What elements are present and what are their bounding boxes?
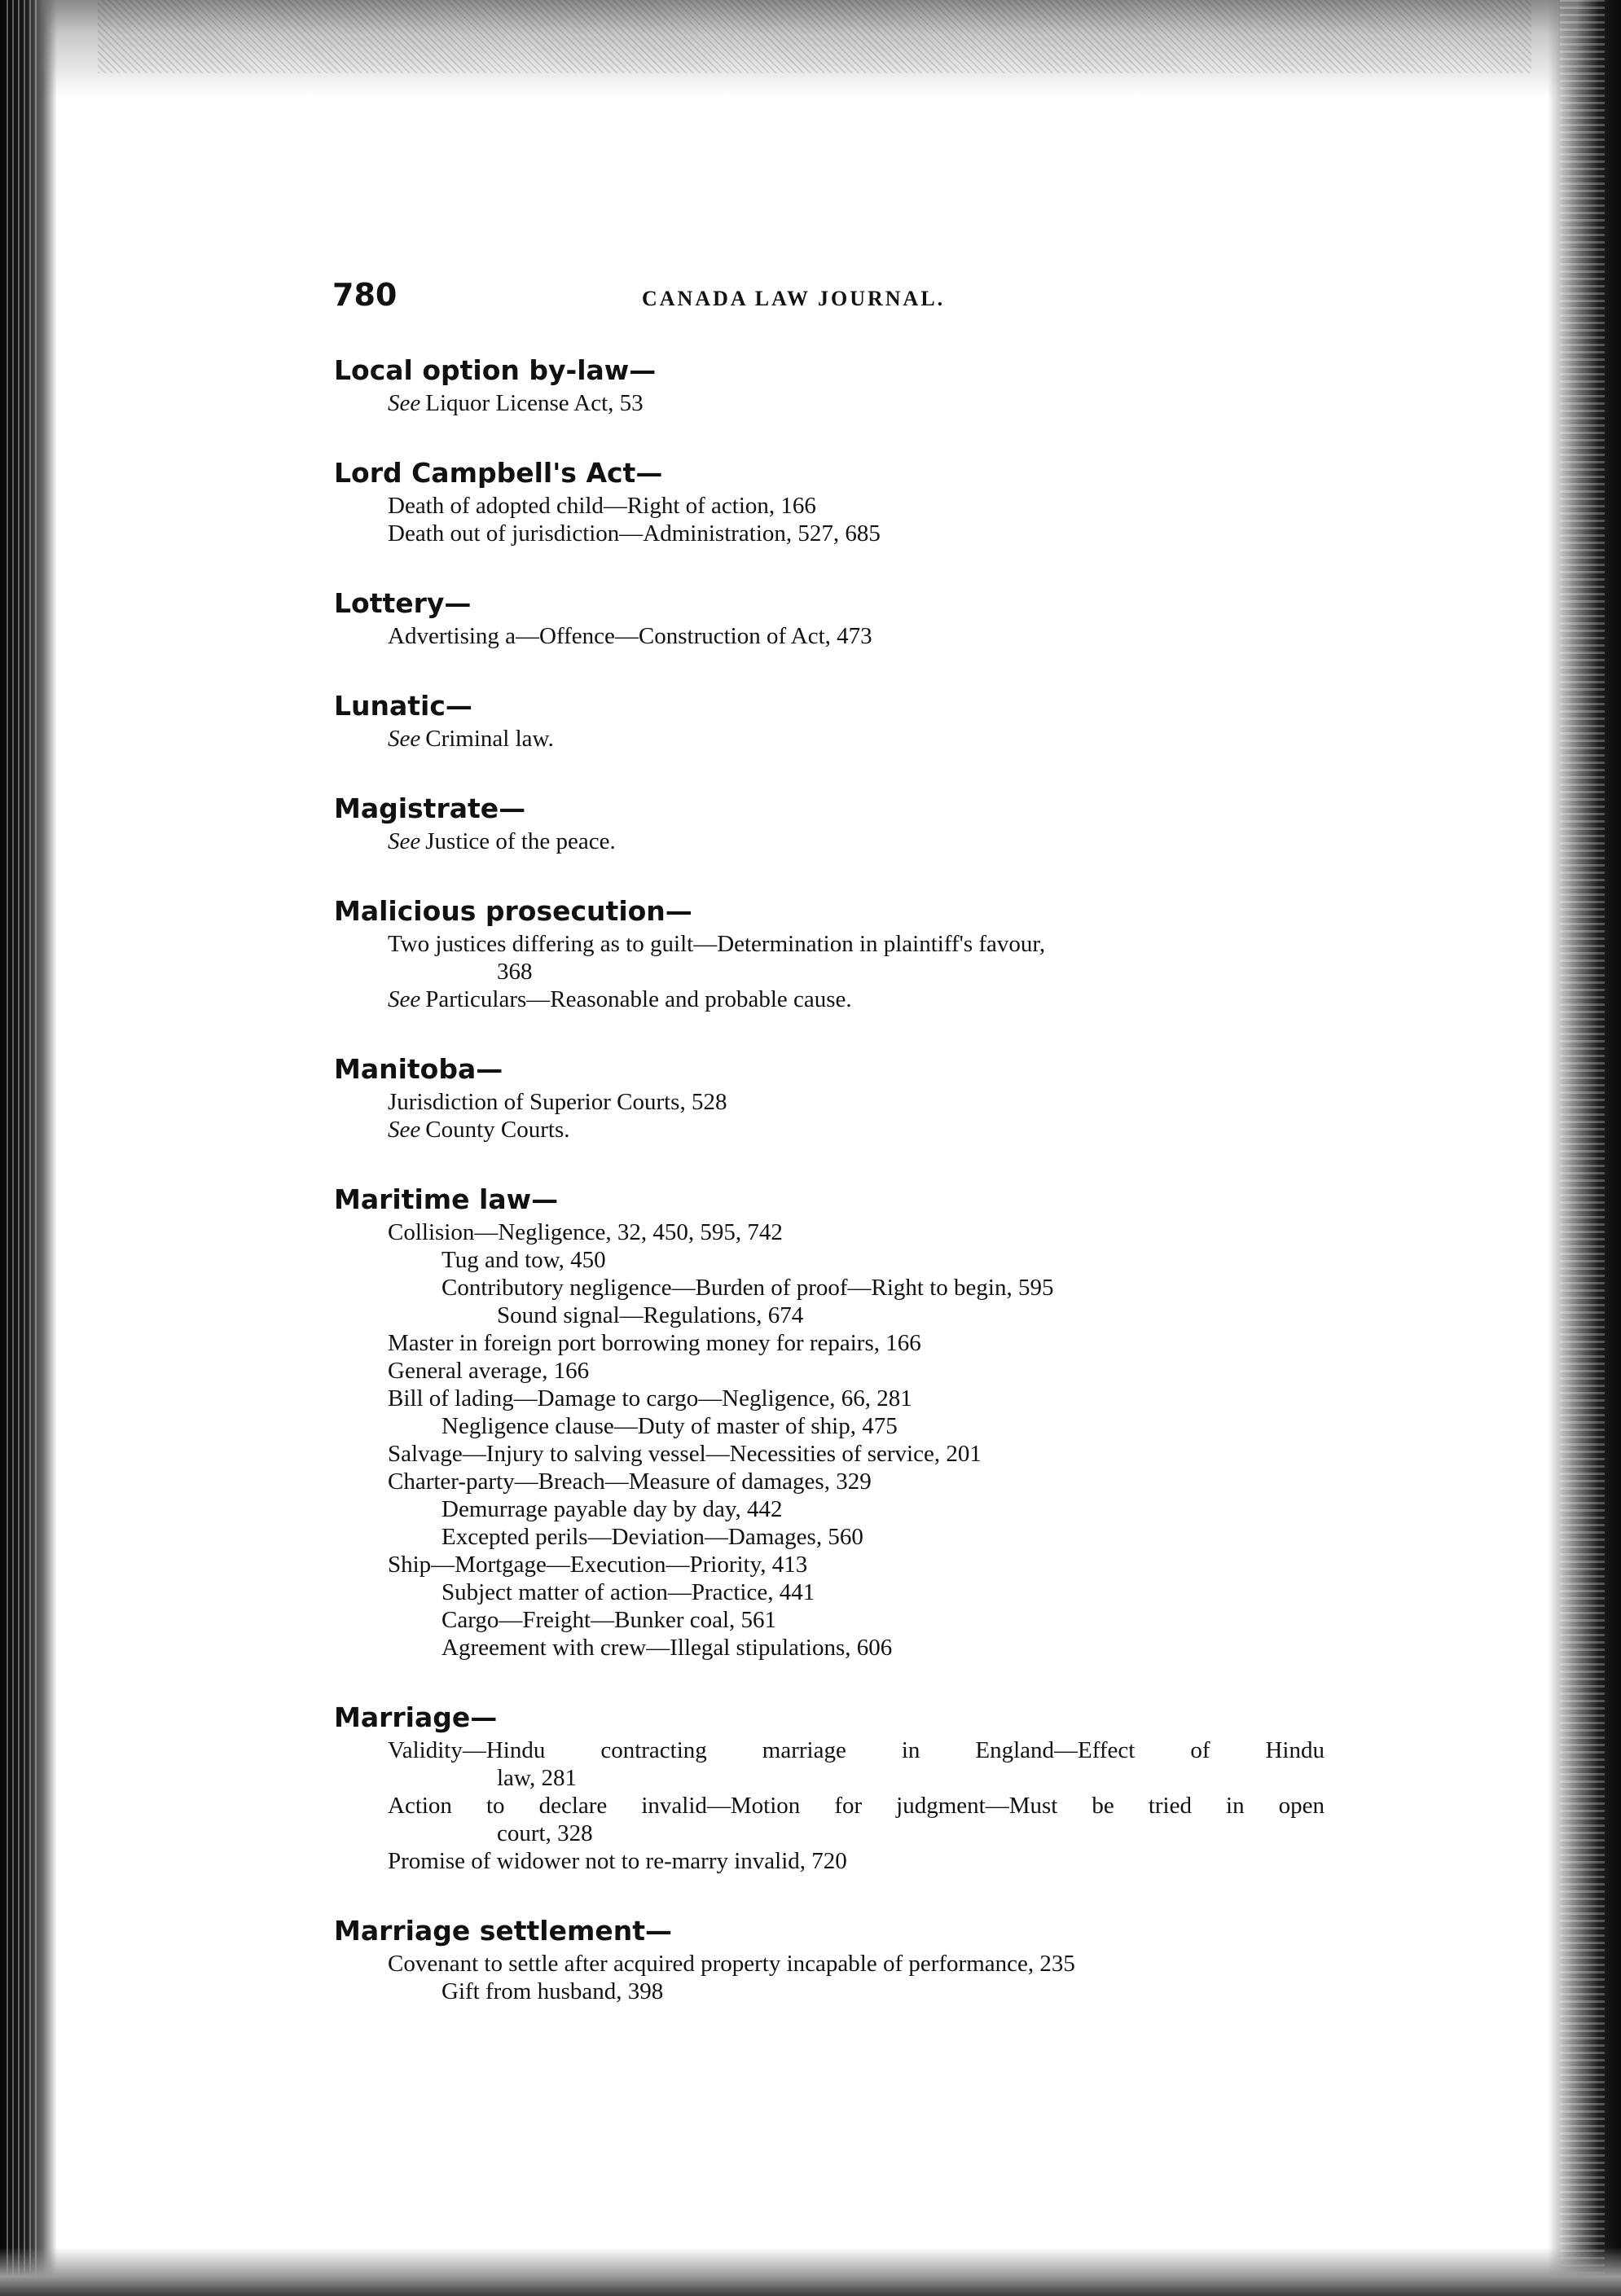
entry-text: Covenant to settle after acquired property incapable of performance, 235: [388, 1951, 1075, 1977]
entry-line: [334, 492, 1328, 520]
entry-line: [334, 1468, 1328, 1495]
entry-heading: Maritime law—: [334, 1183, 559, 1215]
index-entries: [334, 352, 1328, 2043]
entry-text: Ship—Mortgage—Execution—Priority, 413: [388, 1552, 808, 1578]
entry-line: [334, 1440, 1328, 1468]
entry-text: Advertising a—Offence—Construction of Act, 473: [388, 623, 872, 649]
running-head: [332, 277, 1359, 318]
entry-line: [334, 1978, 1328, 2005]
entry-heading: Lord Campbell's Act—: [334, 457, 663, 489]
index-entry: [334, 1699, 1328, 1875]
journal-title: CANADA LAW JOURNAL.: [642, 287, 946, 310]
entry-text: Particulars—Reasonable and probable cause.: [425, 986, 852, 1012]
entry-line: [334, 1792, 1324, 1820]
entry-text: Excepted perils—Deviation—Damages, 560: [441, 1524, 863, 1550]
entry-text: General average, 166: [388, 1358, 590, 1384]
entry-text: Charter-party—Breach—Measure of damages, 329: [388, 1468, 872, 1495]
entry-line: [334, 1218, 1328, 1246]
entry-heading: Lottery—: [334, 587, 472, 619]
entry-text: Two justices differing as to guilt—Determination in plaintiff's favour,: [388, 931, 1046, 957]
entry-line: [334, 1385, 1328, 1412]
entry-line: [334, 1950, 1328, 1978]
index-entry: [334, 1051, 1328, 1144]
entry-line: [334, 622, 1328, 650]
entry-text: Action to declare invalid—Motion for judgment—Must be tried in open: [388, 1793, 1324, 1819]
entry-line: [334, 389, 1328, 417]
entry-line: [334, 1736, 1324, 1764]
index-entry: [334, 1181, 1328, 1662]
entry-text: Liquor License Act, 53: [425, 390, 644, 416]
entry-line: [334, 1495, 1328, 1523]
entry-line: [334, 1412, 1328, 1440]
entry-heading: Malicious prosecution—: [334, 895, 692, 927]
see-reference: See: [388, 828, 421, 854]
see-reference: See: [388, 1117, 421, 1143]
entry-line: [334, 1274, 1328, 1302]
entry-line: [334, 1551, 1328, 1578]
entry-line: [334, 1634, 1328, 1662]
entry-text: Collision—Negligence, 32, 450, 595, 742: [388, 1219, 783, 1245]
entry-text: Justice of the peace.: [425, 828, 616, 854]
see-reference: See: [388, 986, 421, 1012]
entry-line: [334, 986, 1328, 1013]
entry-continuation: law, 281: [497, 1765, 577, 1791]
entry-line: [334, 930, 1328, 958]
entry-line: [334, 1116, 1328, 1144]
entry-text: Salvage—Injury to salving vessel—Necessities of service, 201: [388, 1441, 982, 1467]
entry-text: Tug and tow, 450: [441, 1247, 606, 1273]
entry-continuation: court, 328: [497, 1820, 593, 1846]
entry-line: [334, 1606, 1328, 1634]
see-reference: See: [388, 726, 421, 752]
entry-text: Gift from husband, 398: [441, 1978, 664, 2004]
page-number: 780: [332, 277, 398, 313]
entry-text: Validity—Hindu contracting marriage in England—Effect of Hindu: [388, 1737, 1324, 1763]
entry-text: Cargo—Freight—Bunker coal, 561: [441, 1607, 777, 1633]
index-entry: [334, 790, 1328, 855]
entry-line: [334, 725, 1328, 753]
entry-text: Bill of lading—Damage to cargo—Negligence, 66, 281: [388, 1385, 912, 1411]
entry-line: [334, 1302, 1328, 1329]
index-entry: [334, 454, 1328, 547]
index-entry: [334, 352, 1328, 417]
entry-line: [334, 1523, 1328, 1551]
entry-heading: Local option by-law—: [334, 354, 657, 386]
entry-text: Promise of widower not to re-marry invalid, 720: [388, 1848, 847, 1874]
entry-heading: Marriage—: [334, 1701, 498, 1733]
entry-heading: Manitoba—: [334, 1053, 503, 1085]
entry-heading: Marriage settlement—: [334, 1915, 673, 1947]
entry-line: [334, 1246, 1328, 1274]
index-entry: [334, 1912, 1328, 2005]
entry-text: Criminal law.: [425, 726, 554, 752]
entry-heading: Lunatic—: [334, 690, 472, 722]
entry-text: Jurisdiction of Superior Courts, 528: [388, 1089, 727, 1115]
entry-continuation: 368: [497, 959, 533, 985]
entry-text: Subject matter of action—Practice, 441: [441, 1579, 815, 1605]
entry-text: Sound signal—Regulations, 674: [497, 1302, 804, 1328]
entry-text: County Courts.: [425, 1117, 570, 1143]
index-entry: [334, 687, 1328, 753]
entry-text: Demurrage payable day by day, 442: [441, 1496, 783, 1522]
entry-line: [334, 1088, 1328, 1116]
entry-text: Contributory negligence—Burden of proof—Right to begin, 595: [441, 1275, 1054, 1301]
entry-line: [334, 1357, 1328, 1385]
see-reference: See: [388, 390, 421, 416]
entry-text: Death out of jurisdiction—Administration, 527, 685: [388, 520, 881, 547]
entry-line: [334, 1578, 1328, 1606]
index-entry: [334, 585, 1328, 650]
index-entry: [334, 893, 1328, 1013]
entry-text: Negligence clause—Duty of master of ship, 475: [441, 1413, 898, 1439]
entry-line: [334, 1847, 1328, 1875]
entry-text: Death of adopted child—Right of action, 166: [388, 493, 816, 519]
entry-text: Master in foreign port borrowing money for repairs, 166: [388, 1330, 921, 1356]
entry-heading: Magistrate—: [334, 792, 526, 824]
entry-line: [334, 1329, 1328, 1357]
entry-line: [334, 828, 1328, 855]
entry-text: Agreement with crew—Illegal stipulations, 606: [441, 1635, 893, 1661]
entry-line: [334, 520, 1328, 547]
